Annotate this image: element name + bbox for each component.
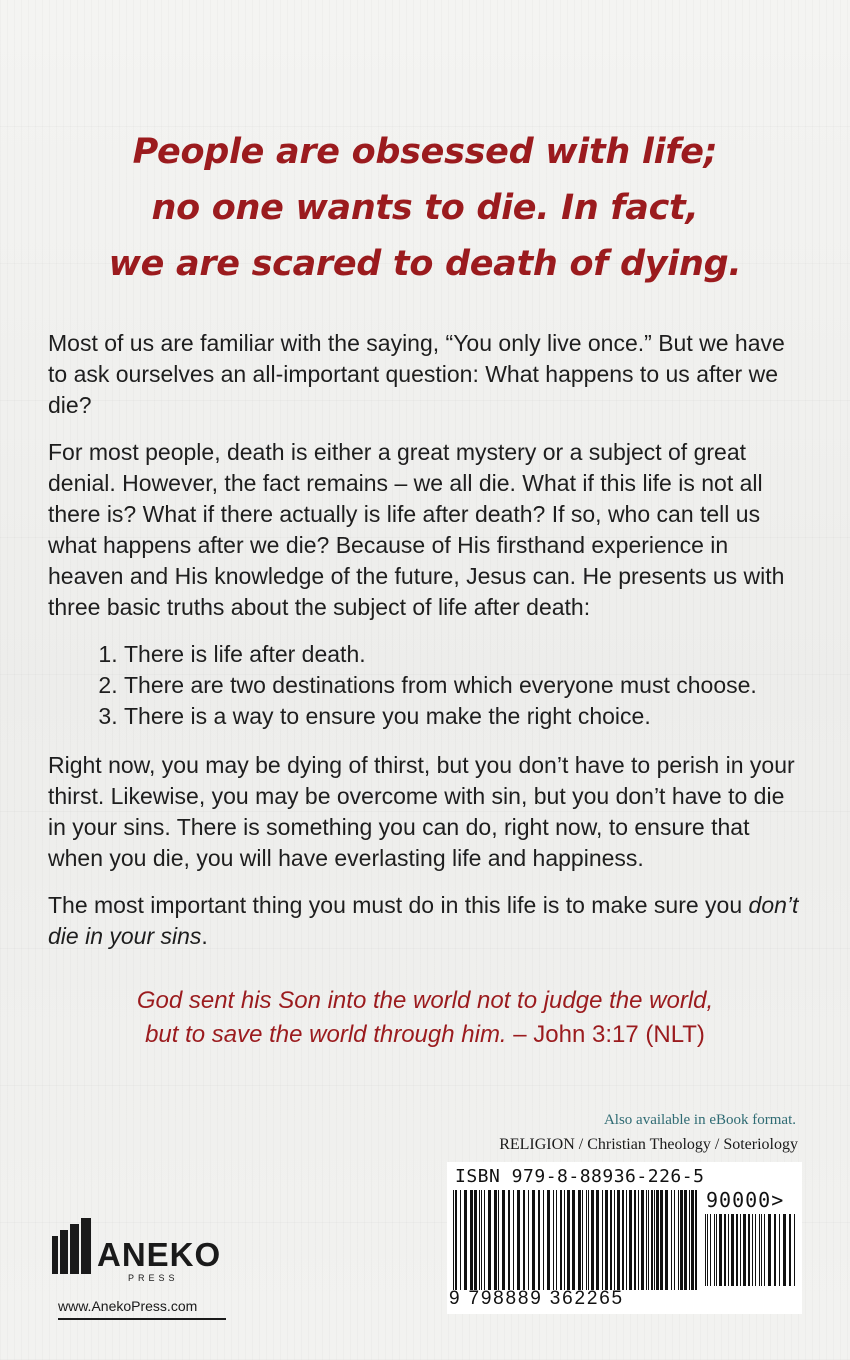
list-item: 2. There are two destinations from which everyone must choose.	[124, 670, 808, 701]
barcode-digits: 9 798889 362265	[449, 1288, 624, 1309]
isbn-barcode	[447, 1162, 802, 1314]
headline-line-2: no one wants to die. In fact,	[151, 188, 699, 228]
headline-line-3: we are scared to death of dying.	[108, 244, 742, 284]
headline-line-1: People are obsessed with life;	[132, 132, 718, 172]
isbn-label: ISBN 979-8-88936-226-5	[455, 1166, 705, 1187]
paragraph-3: Right now, you may be dying of thirst, but you don’t have to perish in your thirst. Likewise, you may be overcome with sin, but you don’t have to die in your sins. There is something you can do, right now, to ensure that when you die, you will have everlasting life and happiness.	[48, 752, 795, 871]
paragraph-4-start: The most important thing you must do in this life is to make sure you	[48, 892, 749, 918]
description-body	[48, 328, 808, 968]
headline	[40, 124, 810, 292]
book-category: RELIGION / Christian Theology / Soteriology	[499, 1136, 798, 1153]
verse-line-1: God sent his Son into the world not to judge the world,	[136, 987, 714, 1014]
publisher-sub: PRESS	[128, 1273, 179, 1283]
barcode-bars	[453, 1190, 698, 1290]
publisher-url: www.AnekoPress.com	[58, 1298, 198, 1314]
verse-line-2	[40, 1018, 810, 1052]
paragraph-4-end: .	[201, 923, 208, 949]
verse-line-2-text: but to save the world through him.	[145, 1021, 507, 1048]
ebook-availability: Also available in eBook format.	[603, 1112, 796, 1128]
publisher-rule	[58, 1318, 226, 1320]
verse-reference: – John 3:17 (NLT)	[506, 1021, 705, 1048]
publisher-name: ANEKO	[97, 1236, 222, 1273]
truths-list	[48, 639, 808, 732]
list-item: 1. There is life after death.	[124, 639, 808, 670]
price-code: 90000>	[706, 1188, 785, 1212]
list-item: 3. There is a way to ensure you make the right choice.	[124, 701, 808, 732]
paragraph-2: For most people, death is either a great mystery or a subject of great denial. However, the fact remains – we all die. What if this life is not all there is? What if there actually is life after death? If so, who can tell us what happens after we die? Because of His firsthand experience in heaven and His knowledge of the future, Jesus can. He presents us with three basic truths about the subject of life after death:	[48, 439, 785, 620]
paragraph-1: Most of us are familiar with the saying, “You only live once.” But we have to ask ourselves an all-important question: What happens to us after we die?	[48, 330, 785, 418]
paragraph-4	[48, 890, 808, 952]
aneko-logo-icon	[50, 1218, 98, 1276]
price-barcode-bars	[705, 1214, 797, 1286]
bible-verse	[40, 984, 810, 1052]
paragraph-4-emphasis: don’t die in your sins	[48, 892, 799, 949]
